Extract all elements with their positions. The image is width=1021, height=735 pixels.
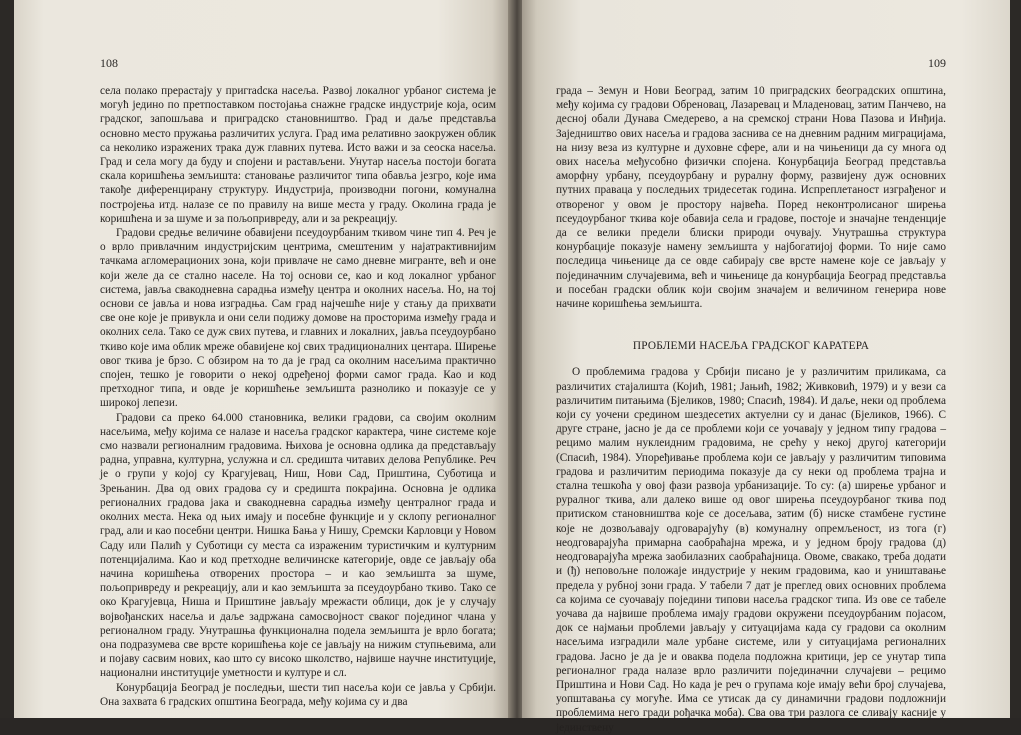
page-number-left: 108: [100, 56, 118, 70]
paragraph: села полако прерастају у пригradска насеља. Развој локалног урбаног система је могућ једино по претпоставком постојања снажне градске индустрије која, осим градског, запошљава и приградско становништво. Град и даље представља основно место пружања различитих услуга. Град има релативно заокружен облик са неколико изражених трака дуж главних путева. Исто важи и за сеоска насеља. Град и села могу да буду и спојени и растављени. Унутар насеља постоји богата скала коришћења земљишта: становање различитог типа обавља језгро, које има такође диференцирану структуру. Индустрија, производни погони, комунална постројења итд. налазе се по правилу на више места у граду. Околина града је коришћена и за шуме и за пољопривреду, али и за рекреацију.: [100, 85, 496, 225]
paragraph: Конурбација Београд је последњи, шести тип насеља који се јавља у Србији. Она захвата 6 градских општина Београда, међу којима су и два: [100, 681, 496, 708]
left-page: [14, 0, 512, 718]
paragraph: Градови са преко 64.000 становника, велики градови, са својим околним насељима, међу којима се налазе и насеља градског карактера, чине системе које смо назвали регионалним градовима. Њихова је основна одлика да представљају радна, управна, културна, услужна и сл. средишта читавих делова Републике. Реч је о групи у којој су Крагујевац, Ниш, Нови Сад, Приштина, Суботица и Зрењанин. Два од ових градова су и средишта покрајина. Основна је одлика регионалних градова јака и свакодневна сарадња између централног града и околних места. Нека од њих имају и посебне функције и у склопу регионалног град, али и као посебни центри. Нишка Бања у Нишу, Сремски Карловци у Новом Саду или Палић у Суботици су места са израженим туристичким и културним потенцијалима. Као и код претходне величинске категорије, овде се јављају оба начина коришћења отворених простора – и као земљишта за шуме, пољопривреду и рекреацију, али и као земљишта за псеудоурбано ткиво. Тако се око Крагујевца, Ниша и Приштине јављају мрежасти облици, док је у случају војвођанских насеља и даље задржана самосвојност сваког појединог члана у регионалном граду. Унутрашња функционална подела земљишта је врло богата; она подразумева све врсте коришћења које се јављају на нижим ступњевима, али и појаву сасвим нових, као што су високо школство, највише научне институције, национални институције уметности и културе и сл.: [100, 411, 496, 680]
right-page-body: [556, 84, 946, 735]
page-number-right: 109: [928, 56, 946, 70]
paragraph: О проблемима градова у Србији писано је у различитим приликама, са различитих стајалишта (Којић, 1981; Јањић, 1982; Живковић, 1979) и у вези са различитим питањима (Бјеликов, 1980; Спасић, 1984). И даље, неки од проблема који су уочени средином шездесетих актуелни су и данас (Бјеликов, 1966). С друге стране, јасно је да се проблеми који се уочавају у једном типу градова – рецимо малим нуклеидним градовима, не срећу у некој другој категорији (Спасић, 1984). Упоређивање проблема који се јављају у различитим типовима градова и различитим периодима показује да су неки од проблема трајна и стална тешкоћа у овој фази развоја урбанизације. То су: (а) ширење урбаног и руралног ткива, али далеко више од овог ширења псеудоурбаног ткива под притиском становништва које се досељава, затим (б) ниске стамбене густине које не дозвољавају одговарајућу (в) комуналну опремљеност, из тога (г) неодговарајућа примарна саобраћајна мрежа, и у једном броју градова (д) неодговарајућа мрежа заобилазних саобраћајница. Овоме, свакако, треба додати и (ђ) неповољне положаје индустрије у неким градовима, као и уништавање предела у рубној зони града. У табели 7 дат је преглед ових основних проблема са којима се суочавају поједини типови насеља градског типа. Из ове се табеле уочава да највише проблема имају градови окружени псеудоурбаним појасом, док се најмањи проблеми јављају у ситуацијама када су градови са околним насељима изградили мале урбане системе, или у ситуацијама регионалних градова. Јасно је да је и оваква подела подложна критици, јер се унутар типа регионалног града налазе врло различити појединачни случајеви – рецимо Приштина и Нови Сад. Но када је реч о групама које имају већи број случајева, уопштавања су могуће. Има се утисак да су динамични градови подложнији проблемима него гради рођачка моба). Сва ова три разлога се сливају касније у јединствену: [556, 366, 946, 734]
section-heading: ПРОБЛЕМИ НАСЕЉА ГРАДСКОГ КАРАТЕРА: [632, 340, 870, 353]
paragraph: Градови средње величине обавијени псеудоурбаним ткивом чине тип 4. Реч је о врло привлачним индустријским центрима, смештеним у најатрактивнијим тачкама агломерационих зона, који привлаче не само дневне мигранте, већ и оне који желе да се стално населе. На тој основи се, као и код локалног урбаног система, јавља свакодневна сарадња између центра и околних насеља. Но, на тој основи се јавља и нова изградња. Сам град најчешће није у стању да прихвати све оне које је привукла и они сели подижу домове на просторима између града и околних села. Тако се дуж свих путева, и главних и локалних, јавља псеудоурбано ткиво које има облик мреже обавијене кој свих традиционалних центара. Ширење овог ткива је брзо. С обзиром на то да је град са околним насељима практично спојен, тешко је говорити о некој одређеној форми самог града. Као и код претходног типа, и овде је коришћење земљишта разнолико и показује се у широкој лепези.: [100, 227, 496, 410]
right-page: [522, 0, 1010, 734]
paragraph: града – Земун и Нови Београд, затим 10 пригрaдских београдских општина, међу којима су градови Обреновац, Лазаревац и Младеновац, затим Панчево, на десној обали Дунава Смедерево, а на сремској страни Нова Пазова и Инђија. Заједништво ових насеља и градова заснива се на дневним радним миграцијама, на низу веза из културне и духовне сфере, али и на чињеници да су многа од ових насеља међусобно физички спојена. Конурбацијa Београд представља аморфну урбану, псеудоурбану и руралну форму, развијену дуж основних путних правaца у последњих тридесетак година. Испреплетаност изграђеног и отвореног у овом је простору највећа. Поред неконтролисаног ширења псеудоурбаног ткива које обавија села и градове, постоје и значајне тенденције да се велики предели блиски природи очувају. Унутрашња структура конурбације показује намену земљишта у најбогатијој форми. То није само последица чињенице да се овде сабирају све врсте намене које се јављају у појединачним случајевима, већ и чињенице да конурбација Београд представља и посебан градски облик који својим значајем и величином генерира нове начине коришћења земљишта.: [556, 85, 946, 311]
left-page-body: [100, 84, 496, 709]
